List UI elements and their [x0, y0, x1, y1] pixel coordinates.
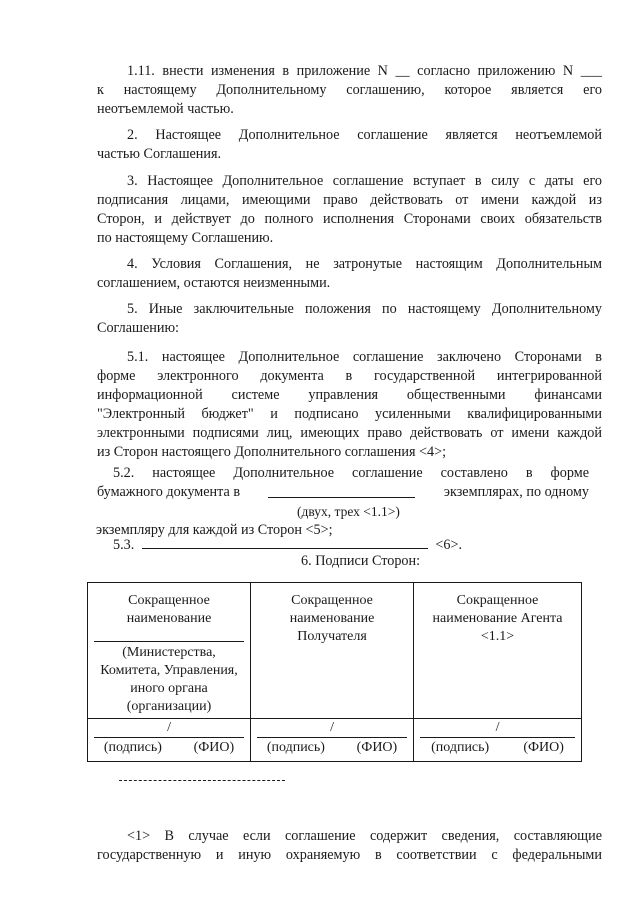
text-line: <1> В случае если соглашение содержит сведения, составляющие — [127, 828, 602, 844]
text-line: 2. Настоящее Дополнительное соглашение является неотъемлемой — [127, 127, 602, 143]
text-line: 5. Иные заключительные положения по настоящему Дополнительному — [127, 301, 602, 317]
cell-header — [251, 583, 413, 646]
signature-caption — [88, 739, 250, 757]
party-cell-recipient — [251, 583, 414, 719]
item-number: 5.3. — [113, 537, 135, 553]
text-fragment: экземплярах, по одному — [443, 484, 589, 500]
text-line: "Электронный бюджет" и подписано усиленными квалифицированными — [97, 406, 602, 422]
signature-line — [257, 737, 407, 738]
cell-text: наименование — [289, 611, 375, 626]
text-line: экземпляру для каждой из Сторон <5>; — [96, 522, 333, 538]
text-line: Соглашению: — [97, 320, 179, 336]
copies-count-blank — [268, 483, 415, 498]
cell-text: Сокращенное — [291, 593, 373, 608]
fio-label: (ФИО) — [356, 740, 398, 755]
text-line: подписания лицами, имеющими право действовать от имени каждой из — [97, 192, 602, 208]
signature-slash: / — [495, 720, 500, 735]
text-line: Сторон, и действует до полного исполнения Сторонами своих обязательств — [97, 211, 602, 227]
text-line: частью Соглашения. — [97, 146, 222, 162]
signature-row — [414, 719, 581, 757]
footnote-ref: <6>. — [435, 537, 463, 553]
cell-header — [414, 583, 581, 646]
paragraph-5-2 — [97, 464, 589, 540]
section-title: 6. Подписи Сторон: — [301, 553, 421, 569]
fio-label: (ФИО) — [523, 740, 564, 755]
signature-caption — [251, 739, 413, 757]
signature-row — [88, 719, 250, 757]
paragraph-5-1 — [97, 348, 602, 462]
footnote-1 — [97, 827, 602, 865]
cell-text: наименование — [126, 611, 212, 626]
item-5-3-blank — [142, 534, 428, 549]
signature-slash: / — [167, 720, 171, 735]
text-line: государственную и иную охраняемую в соответствии с федеральными — [97, 847, 602, 863]
signature-line — [94, 737, 244, 738]
signature-slash: / — [330, 720, 334, 735]
text-line: 4. Условия Соглашения, не затронутые настоящим Дополнительным — [127, 256, 602, 272]
text-line: 1.11. внести изменения в приложение N __ согласно приложению N ___ — [127, 63, 602, 79]
cell-text: Комитета, Управления, — [100, 663, 238, 678]
text-fragment: бумажного документа в — [97, 484, 241, 500]
cell-text: <1.1> — [480, 629, 515, 644]
sign-label: (подпись) — [103, 740, 162, 755]
signatures-table — [87, 582, 582, 762]
footnote-separator — [119, 780, 285, 781]
text-line: 5.2. настоящее Дополнительное соглашение составлено в форме — [113, 465, 589, 481]
field-hint: (двух, трех <1.1>) — [297, 504, 400, 519]
paragraph-3 — [97, 172, 602, 248]
paragraph-4 — [97, 255, 602, 293]
party-cell-ministry — [88, 583, 251, 719]
text-line — [97, 483, 589, 502]
signature-cell — [88, 719, 251, 762]
text-line: по настоящему Соглашению. — [97, 230, 274, 246]
paragraph-5 — [97, 300, 602, 338]
cell-text: Сокращенное — [128, 593, 210, 608]
cell-text: иного органа — [130, 681, 208, 696]
signature-line — [420, 737, 575, 738]
paragraph-2 — [97, 126, 602, 164]
cell-text: Сокращенное — [456, 593, 539, 608]
text-line: электронными подписями лиц, имеющих право действовать от имени каждой — [97, 425, 602, 441]
party-cell-agent — [414, 583, 582, 719]
cell-header — [88, 583, 250, 628]
name-blank-line — [94, 641, 244, 642]
cell-text: Получателя — [297, 629, 367, 644]
fio-label: (ФИО) — [193, 740, 235, 755]
signature-caption — [414, 739, 581, 757]
sign-label: (подпись) — [431, 740, 490, 755]
signature-cell — [251, 719, 414, 762]
text-line: 5.1. настоящее Дополнительное соглашение заключено Сторонами в — [127, 349, 602, 365]
cell-text: (организации) — [126, 699, 212, 714]
text-line: соглашением, остаются неизменными. — [97, 275, 331, 291]
paragraph-1-11 — [97, 62, 602, 119]
text-line: к настоящему Дополнительному соглашению, которое является его — [97, 82, 602, 98]
text-line: 3. Настоящее Дополнительное соглашение вступает в силу с даты его — [127, 173, 602, 189]
cell-text: наименование Агента — [432, 611, 563, 626]
sign-label: (подпись) — [266, 740, 325, 755]
text-line: форме электронного документа в государственной интегрированной — [97, 368, 602, 384]
signature-row — [251, 719, 413, 757]
text-line: неотъемлемой частью. — [97, 101, 234, 117]
text-line: информационной системе управления общественными финансами — [97, 387, 602, 403]
text-line: из Сторон настоящего Дополнительного соглашения <4>; — [97, 444, 447, 460]
cell-text: (Министерства, — [122, 645, 216, 660]
signature-cell — [414, 719, 582, 762]
